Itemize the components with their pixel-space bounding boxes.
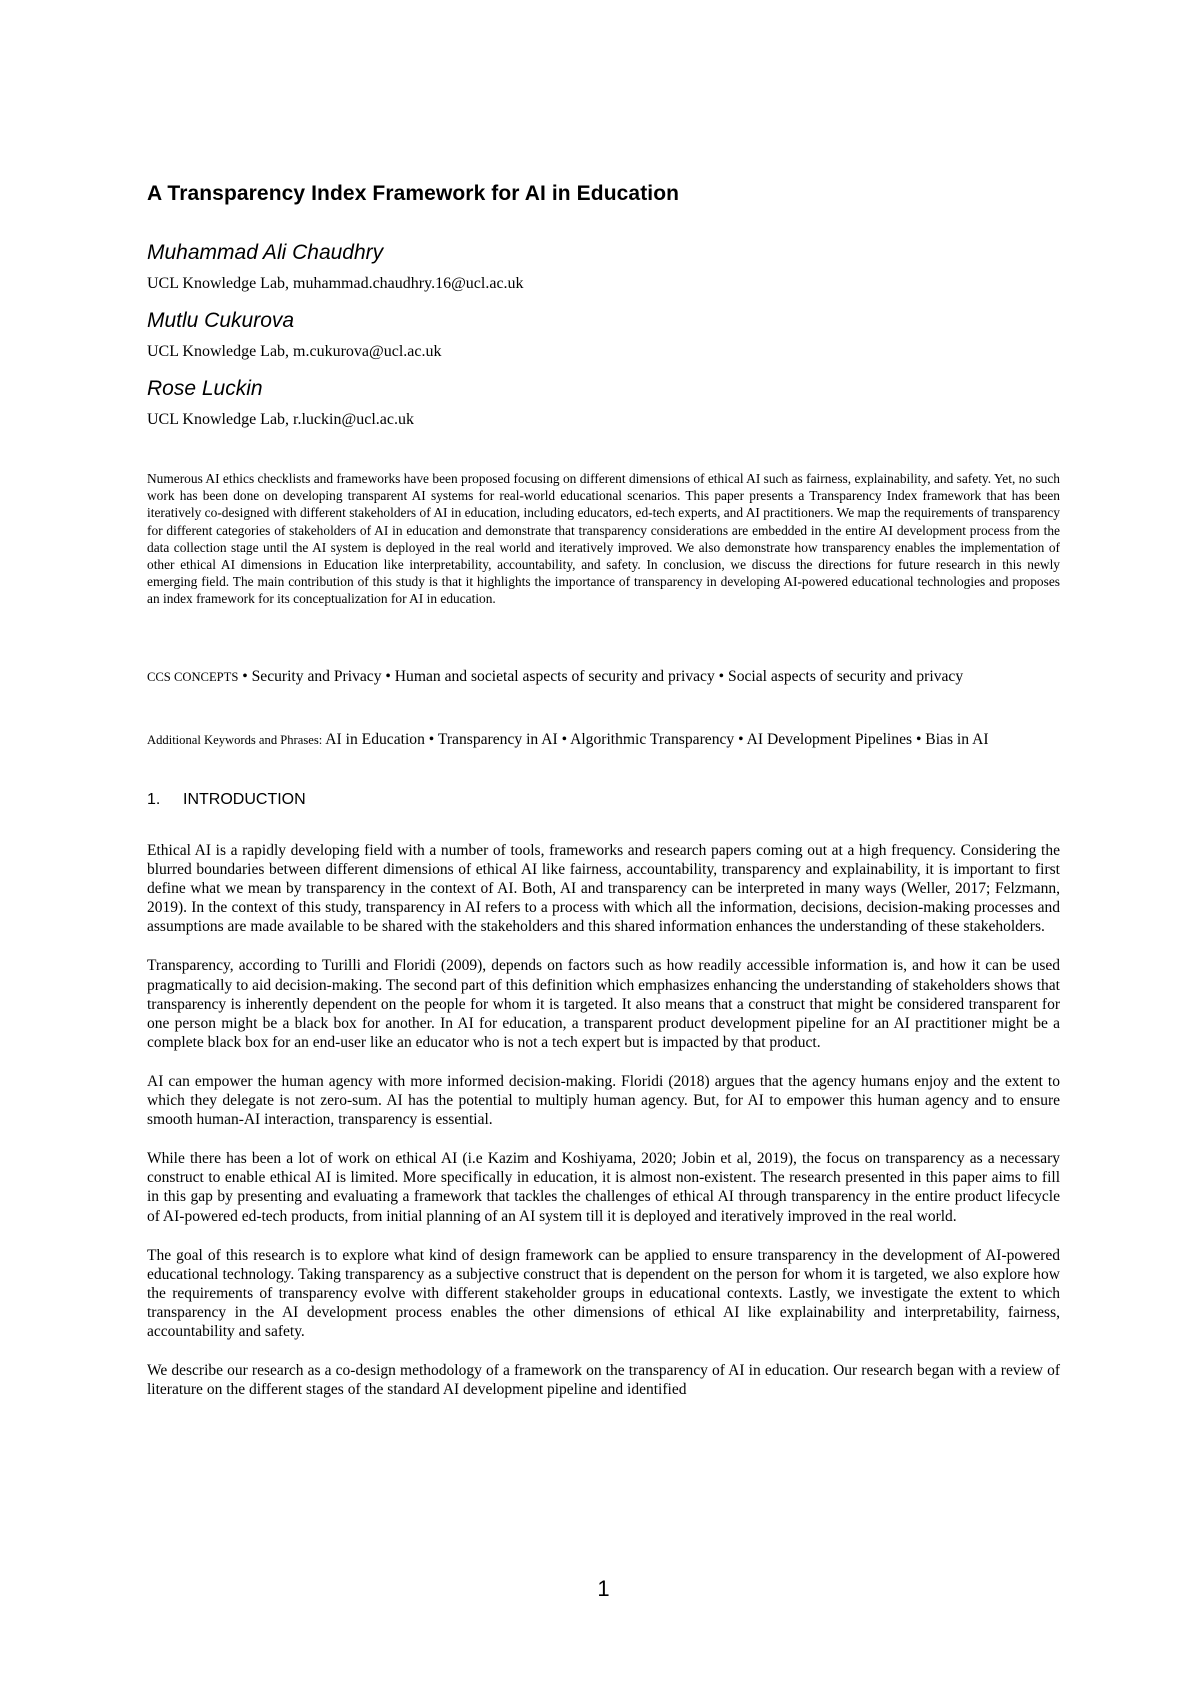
ccs-concepts bbox=[147, 667, 1060, 687]
page-number: 1 bbox=[597, 1576, 610, 1601]
ccs-concepts-lead: CCS CONCEPTS bbox=[147, 670, 239, 684]
ccs-concepts-text: • Security and Privacy • Human and societal aspects of security and privacy • Social aspects of security and privacy bbox=[238, 668, 964, 685]
author-name: Rose Luckin bbox=[147, 377, 263, 400]
section-title: INTRODUCTION bbox=[183, 791, 306, 808]
body-paragraph: Ethical AI is a rapidly developing field with a number of tools, frameworks and research papers coming out at a high frequency. Considering the blurred boundaries between different dimensions of ethical AI like fairness, accountability, transparency and explainability, it is important to first define what we mean by transparency in the context of AI. Both, AI and transparency can be interpreted in many ways (Weller, 2017; Felzmann, 2019). In the context of this study, transparency in AI refers to a process with which all the information, decisions, decision-making processes and assumptions are made available to be shared with the stakeholders and this shared information enhances the understanding of these stakeholders. bbox=[147, 842, 1060, 936]
section-heading bbox=[147, 791, 306, 809]
author-affiliation: UCL Knowledge Lab, muhammad.chaudhry.16@ucl.ac.uk bbox=[147, 275, 524, 292]
author-name: Mutlu Cukurova bbox=[147, 309, 295, 332]
author-affiliation: UCL Knowledge Lab, m.cukurova@ucl.ac.uk bbox=[147, 343, 442, 360]
author-affiliation: UCL Knowledge Lab, r.luckin@ucl.ac.uk bbox=[147, 411, 414, 428]
body-text bbox=[147, 841, 1060, 1419]
section-number: 1. bbox=[147, 791, 161, 808]
author-block bbox=[147, 240, 1060, 294]
body-paragraph: Transparency, according to Turilli and Floridi (2009), depends on factors such as how readily accessible information is, and how it can be used pragmatically to aid decision-making. The second part of this definition which emphasizes enhancing the understanding of stakeholders shows that transparency is inherently dependent on the people for whom it is targeted. It also means that a construct that might be considered transparent for one person might be a black box for another. In AI for education, a transparent product development pipeline for an AI practitioner might be a complete black box for an end-user like an educator who is not a tech expert but is impacted by that product. bbox=[147, 957, 1060, 1051]
body-paragraph: The goal of this research is to explore what kind of design framework can be applied to ensure transparency in the development of AI-powered educational technology. Taking transparency as a subjective construct that is dependent on the person for whom it is targeted, we also explore how the requirements of transparency evolve with different stakeholder groups in educational contexts. Lastly, we investigate the extent to which transparency in the AI development process enables the other dimensions of ethical AI like explainability and interpretability, fairness, accountability and safety. bbox=[147, 1246, 1060, 1340]
author-block bbox=[147, 308, 1060, 362]
body-paragraph: While there has been a lot of work on ethical AI (i.e Kazim and Koshiyama, 2020; Jobin et al, 2019), the focus on transparency as a necessary construct to enable ethical AI is limited. More specifically in education, it is almost non-existent. The research presented in this paper aims to fill in this gap by presenting and evaluating a framework that tackles the challenges of ethical AI through transparency in the entire product lifecycle of AI-powered ed-tech products, from initial planning of an AI system till it is deployed and iteratively improved in the real world. bbox=[147, 1150, 1060, 1225]
author-block bbox=[147, 376, 1060, 430]
body-paragraph: We describe our research as a co-design methodology of a framework on the transparency of AI in education. Our research began with a review of literature on the different stages of the standard AI development pipeline and identified bbox=[147, 1362, 1060, 1399]
keywords-lead: Additional Keywords and Phrases: bbox=[147, 733, 323, 747]
abstract: Numerous AI ethics checklists and frameworks have been proposed focusing on different dimensions of ethical AI such as fairness, explainability, and safety. Yet, no such work has been done on developing transparent AI systems for real-world educational scenarios. This paper presents a Transparency Index framework that has been iteratively co-designed with different stakeholders of AI in education, including educators, ed-tech experts, and AI practitioners. We map the requirements of transparency for different categories of stakeholders of AI in education and demonstrate that transparency considerations are embedded in the entire AI development process from the data collection stage until the AI system is deployed in the real world and iteratively improved. We also demonstrate how transparency enables the implementation of other ethical AI dimensions in Education like interpretability, accountability, and safety. In conclusion, we discuss the directions for future research in this newly emerging field. The main contribution of this study is that it highlights the importance of transparency in developing AI-powered educational technologies and proposes an index framework for its conceptualization for AI in education. bbox=[147, 471, 1060, 607]
paper-page bbox=[147, 0, 1060, 1698]
keywords-text: AI in Education • Transparency in AI • Algorithmic Transparency • AI Development Pipelines • Bias in AI bbox=[322, 731, 989, 748]
body-paragraph: AI can empower the human agency with more informed decision-making. Floridi (2018) argues that the agency humans enjoy and the extent to which they delegate is not zero-sum. AI has the potential to multiply human agency. But, for AI to empower this human agency and to ensure smooth human-AI interaction, transparency is essential. bbox=[147, 1072, 1060, 1129]
keywords bbox=[147, 730, 1060, 750]
author-name: Muhammad Ali Chaudhry bbox=[147, 241, 384, 264]
paper-title: A Transparency Index Framework for AI in Education bbox=[147, 182, 680, 206]
author-list bbox=[147, 240, 1060, 444]
